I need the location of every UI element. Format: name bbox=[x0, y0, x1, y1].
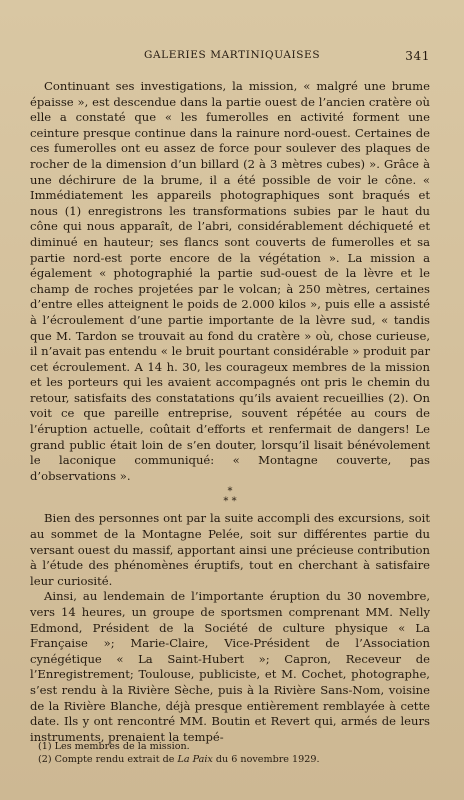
running-title: GALERIES MARTINIQUAISES bbox=[144, 49, 321, 61]
section-separator bbox=[30, 487, 430, 507]
footnote-2-prefix: (2) Compte rendu extrait de bbox=[38, 754, 178, 765]
running-head bbox=[0, 49, 464, 63]
page-number: 341 bbox=[405, 49, 430, 63]
paragraph-2: Bien des personnes ont par la suite accompli des excursions, soit au sommet de la Montagne Pelée, soit sur différentes partie du versant ouest du massif, apportant ainsi une précieuse contribution à l’étude des phénomènes éruptifs, tout en cherchant à satisfaire leur curiosité. bbox=[30, 511, 430, 588]
separator-top: * bbox=[227, 486, 233, 498]
body-text bbox=[30, 79, 430, 745]
paragraph-3: Ainsi, au lendemain de l’importante éruption du 30 novembre, vers 14 heures, un groupe de sportsmen comprenant MM. Nelly Edmond, Président de la Société de culture physique « La Française »; Marie-Claire, Vice-Président de l’Association cynégétique « La Saint-Hubert »; Capron, Receveur de l’Enregistrement; Toulouse, publiciste, et M. Cochet, photographe, s’est rendu à la Rivière Sèche, puis à la Rivière Sans-Nom, voisine de la Rivière Blanche, déjà presque entièrement remblayée à cette date. Ils y ont rencontré MM. Boutin et Revert qui, armés de leurs instruments, prenaient la tempé- bbox=[30, 589, 430, 744]
footnote-2-suffix: du 6 novembre 1929. bbox=[212, 754, 320, 765]
footnote-1: (1) Les membres de la mission. bbox=[38, 741, 190, 752]
paragraph-1: Continuant ses investigations, la mission, « malgré une brume épaisse », est descendue dans la partie ouest de l’ancien cratère où elle a constaté que « les fumerolles en activité forment une ceinture presque continue dans la rainure nord-ouest. Certaines de ces fumerolles ont eu assez de force pour soulever des plaques de rocher de la dimension d’un billard (2 à 3 mètres cubes) ». Grâce à une déchirure de la brume, il a été possible de voir le cône. « Immédiatement les appareils photographiques sont braqués et nous (1) enregistrons les transformations subies par le haut du cône qui nous apparaît, de l’abri, considérablement déchiqueté et diminué en hauteur; ses flancs sont couverts de fumerolles et sa partie nord-est porte encore de la végétation ». La mission a également « photographié la partie sud-ouest de la lèvre et le champ de roches projetées par le volcan; à 250 mètres, certaines d’entre elles atteignent le poids de 2.000 kilos », puis elle a assisté à l’écroulement d’une partie importante de la lèvre sud, « tandis que M. Tardon se trouvait au fond du cratère » où, chose curieuse, il n’avait pas entendu « le bruit pourtant considérable » produit par cet écroulement. A 14 h. 30, les courageux membres de la mission et les porteurs qui les avaient accompagnés ont pris le chemin du retour, satisfaits des constatations qu’ils avaient recueillies (2). On voit ce que pareille entreprise, souvent répétée au cours de l’éruption actuelle, coûtait d’efforts et renfermait de dangers! Le grand public était loin de s’en douter, lorsqu’il lisait bénévolement le laconique communiqué: « Montagne couverte, pas d’observations ». bbox=[30, 79, 430, 483]
footnotes bbox=[38, 740, 430, 766]
footnote-2 bbox=[38, 753, 430, 766]
separator-bottom: * * bbox=[223, 496, 237, 508]
footnote-2-journal: La Paix bbox=[177, 754, 213, 765]
